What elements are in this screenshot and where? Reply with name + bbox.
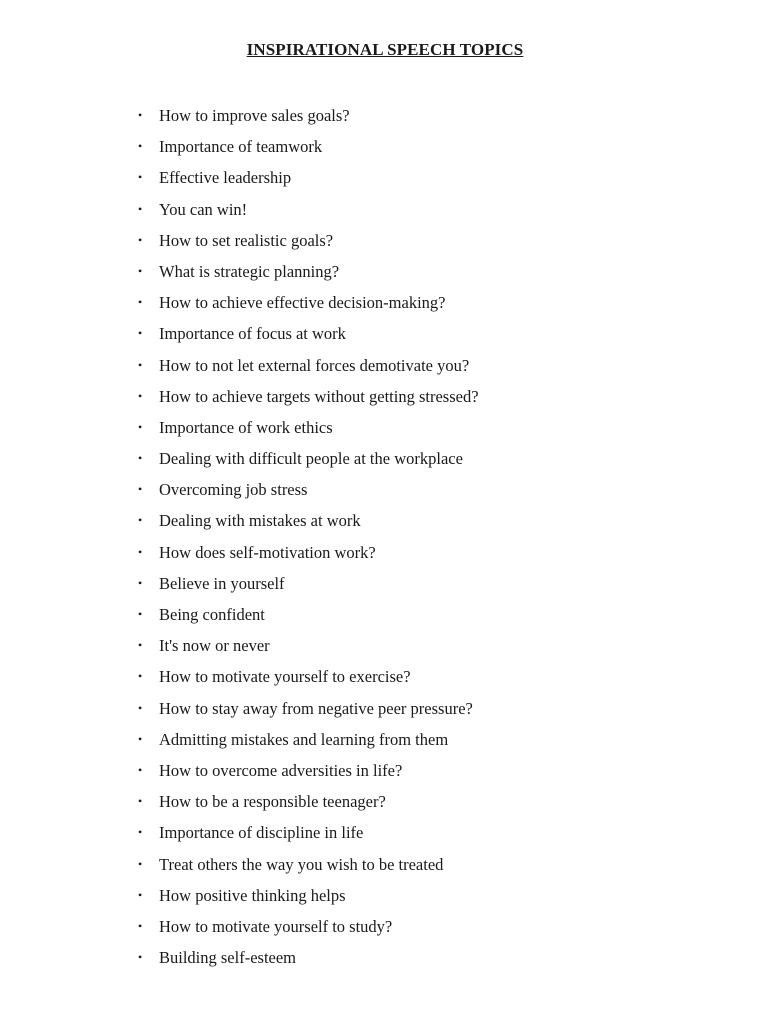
bullet-icon: • [138, 544, 143, 559]
bullet-icon: • [138, 232, 143, 247]
bullet-icon: • [138, 357, 143, 372]
page-title: INSPIRATIONAL SPEECH TOPICS [246, 40, 524, 59]
topic-text: How positive thinking helps [159, 885, 346, 905]
topic-text: How to achieve targets without getting stressed? [159, 386, 479, 406]
topic-text: It's now or never [159, 636, 270, 656]
bullet-icon: • [138, 451, 143, 466]
bullet-icon: • [138, 108, 143, 122]
bullet-icon: • [138, 513, 143, 528]
topic-text: How to motivate yourself to exercise? [159, 667, 411, 687]
topic-text: How to set realistic goals? [159, 230, 334, 250]
bullet-icon: • [138, 295, 143, 310]
topic-text: Believe in yourself [159, 573, 285, 593]
topic-text: Building self-esteem [159, 948, 297, 968]
bullet-icon: • [138, 607, 143, 621]
bullet-icon: • [138, 825, 143, 840]
topic-text: Treat others the way you wish to be treated [159, 854, 444, 874]
topic-text: Effective leadership [159, 168, 292, 188]
bullet-icon: • [138, 762, 143, 777]
bullet-icon: • [138, 170, 143, 185]
topic-text: What is strategic planning? [159, 261, 340, 281]
bullet-icon: • [138, 669, 143, 684]
bullet-icon: • [138, 326, 143, 341]
topic-text: Importance of teamwork [159, 137, 323, 157]
topic-text: Admitting mistakes and learning from them [159, 729, 449, 749]
topic-text: How to not let external forces demotivate you? [159, 355, 470, 375]
bullet-icon: • [138, 575, 143, 590]
topic-text: Dealing with difficult people at the workplace [159, 449, 463, 469]
bullet-icon: • [138, 887, 143, 902]
bullet-icon: • [138, 950, 143, 965]
bullet-icon: • [138, 419, 143, 434]
bullet-icon: • [138, 794, 143, 809]
topic-text: How does self-motivation work? [159, 542, 376, 562]
bullet-icon: • [138, 918, 143, 933]
bullet-icon: • [138, 388, 143, 403]
topic-text: How to motivate yourself to study? [159, 916, 393, 936]
topic-text: Importance of work ethics [159, 417, 333, 437]
topic-text: Importance of discipline in life [159, 823, 364, 843]
topic-text: Being confident [159, 605, 265, 624]
topic-text: Dealing with mistakes at work [159, 511, 361, 531]
topic-text: How to be a responsible teenager? [159, 792, 386, 812]
bullet-icon: • [138, 139, 143, 154]
bullet-icon: • [138, 700, 143, 715]
bullet-icon: • [138, 638, 143, 653]
bullet-icon: • [138, 482, 143, 497]
bullet-icon: • [138, 201, 143, 216]
topic-text: Overcoming job stress [159, 480, 308, 500]
topic-text: How to improve sales goals? [159, 106, 350, 125]
bullet-icon: • [138, 731, 143, 746]
topic-text: How to stay away from negative peer pressure? [159, 698, 473, 718]
bullet-icon: • [138, 263, 143, 278]
topic-text: You can win! [159, 199, 248, 219]
topic-text: Importance of focus at work [159, 324, 346, 344]
topic-text: How to achieve effective decision-making? [159, 293, 446, 313]
topic-text: How to overcome adversities in life? [159, 760, 403, 780]
bullet-icon: • [138, 856, 143, 871]
